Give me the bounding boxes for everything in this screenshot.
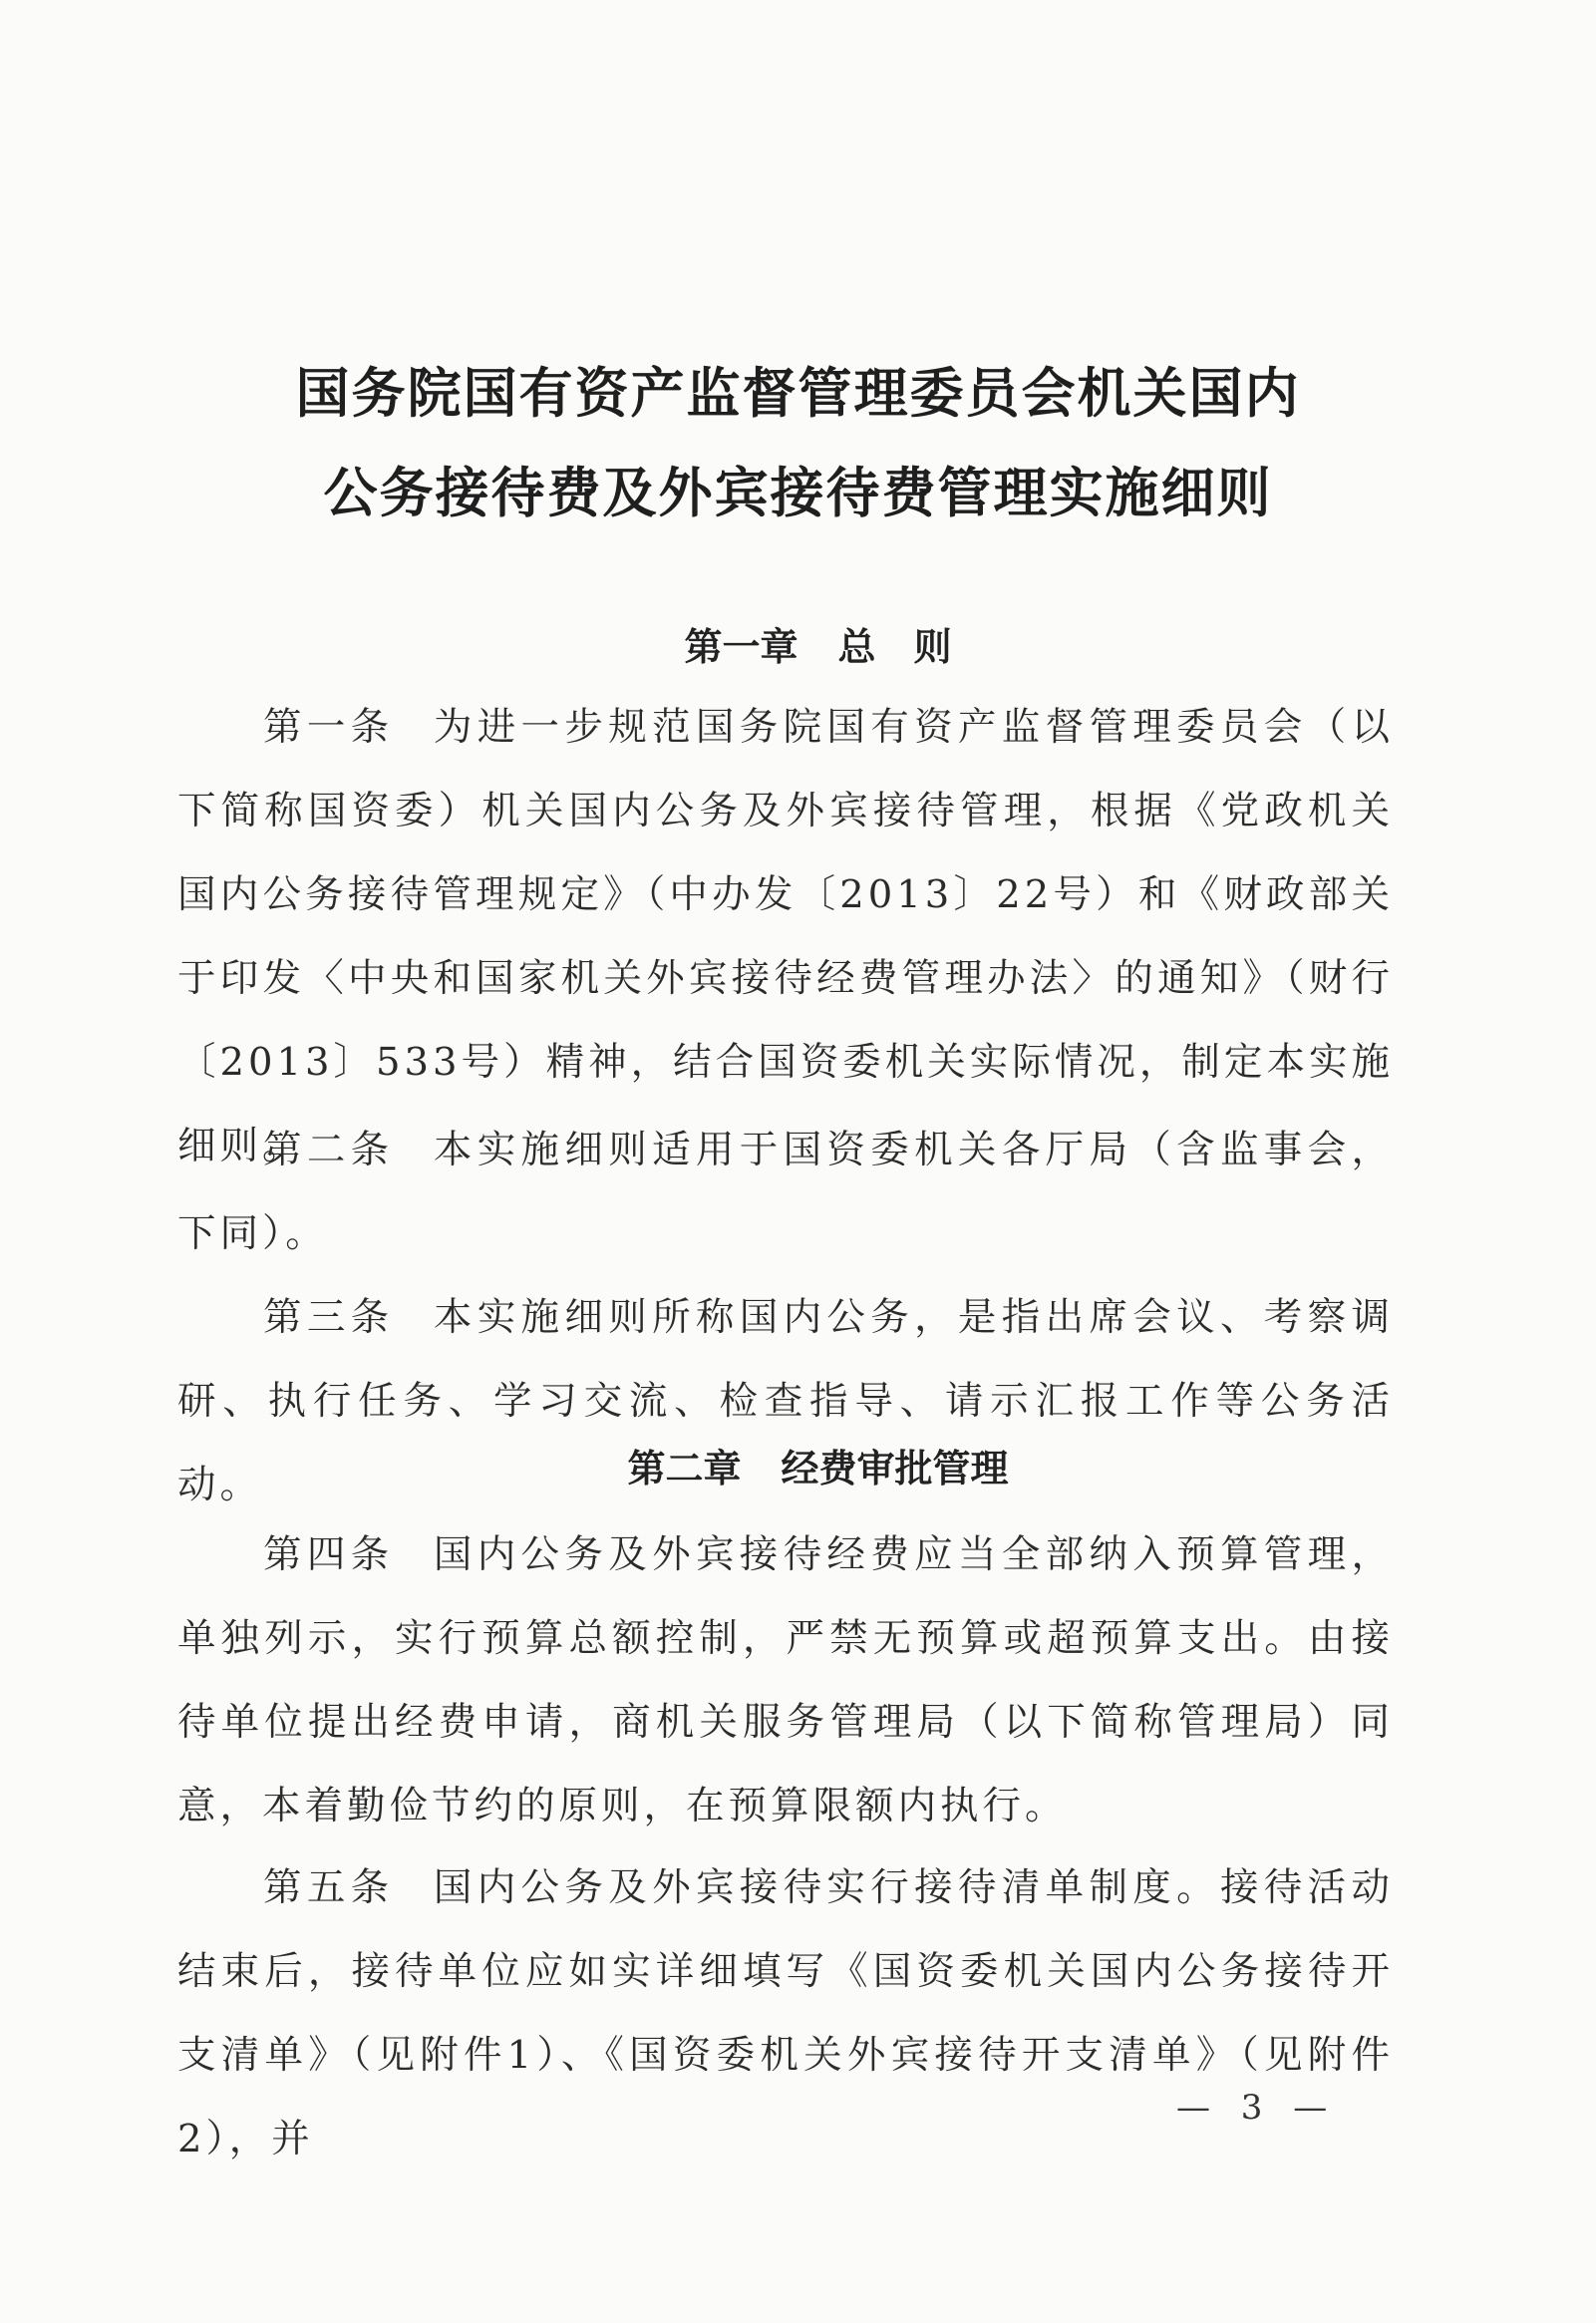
article-1-label: 第一条 bbox=[263, 705, 395, 750]
article-1-text: 为进一步规范国务院国有资产监督管理委员会（以下简称国资委）机关国内公务及外宾接待管理，根据《党政机关国内公务接待管理规定》（中办发〔2013〕22号）和《财政部关于印发〈中央和国家机关外宾接待经费管理办法〉的通知》（财行〔2013〕533号）精神，结合国资委机关实际情况，制定本实施细则。 bbox=[177, 705, 1394, 1168]
article-2-label: 第二条 bbox=[263, 1128, 395, 1172]
article-3-label: 第三条 bbox=[263, 1295, 395, 1340]
article-5-label: 第五条 bbox=[263, 1865, 395, 1910]
article-5-text: 国内公务及外宾接待实行接待清单制度。接待活动结束后，接待单位应如实详细填写《国资委机关国内公务接待开支清单》（见附件1）、《国资委机关外宾接待开支清单》（见附件2），并 bbox=[177, 1865, 1394, 2161]
chapter-2-heading bbox=[20, 1438, 1596, 1493]
article-5 bbox=[177, 1846, 1394, 2181]
article-4 bbox=[177, 1513, 1394, 1848]
article-2 bbox=[177, 1109, 1394, 1276]
page-number: — 3 — bbox=[1176, 2088, 1338, 2128]
document-title-line-1: 国务院国有资产监督管理委员会机关国内 bbox=[295, 361, 1301, 425]
document-title-line-2: 公务接待费及外宾接待费管理实施细则 bbox=[323, 461, 1273, 524]
article-4-text: 国内公务及外宾接待经费应当全部纳入预算管理，单独列示，实行预算总额控制，严禁无预算或超预算支出。由接待单位提出经费申请，商机关服务管理局（以下简称管理局）同意，本着勤俭节约的原则，在预算限额内执行。 bbox=[177, 1532, 1394, 1828]
article-4-label: 第四条 bbox=[263, 1532, 395, 1577]
chapter-2-name: 经费审批管理 bbox=[781, 1446, 1009, 1491]
chapter-2-number: 第二章 bbox=[627, 1446, 742, 1491]
chapter-1-number: 第一章 bbox=[684, 624, 798, 669]
article-3-text: 本实施细则所称国内公务，是指出席会议、考察调研、执行任务、学习交流、检查指导、请示汇报工作等公务活动。 bbox=[177, 1295, 1394, 1507]
article-2-text: 本实施细则适用于国资委机关各厅局（含监事会，下同）。 bbox=[177, 1128, 1394, 1256]
chapter-1-name: 总 则 bbox=[837, 624, 952, 669]
chapter-1-heading bbox=[20, 616, 1596, 671]
